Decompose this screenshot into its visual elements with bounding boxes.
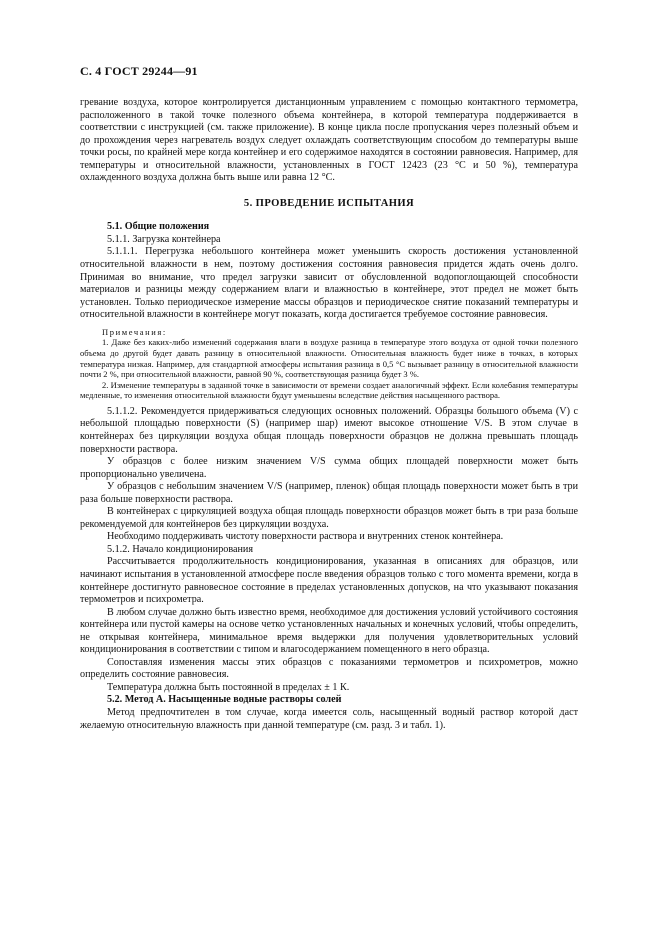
- paragraph-5-1-1-2: 5.1.1.2. Рекомендуется придерживаться следующих основных положений. Образцы большого объема (V) с небольшой площадью поверхности (S) (например шар) имеют высокое отношение V/S. В этом случае в контейнерах без циркуляции воздуха общая площадь поверхности образцов не должна превышать площадь поверхности раствора.: [80, 405, 578, 455]
- notes-title: Примечания:: [102, 326, 167, 337]
- notes-block: [80, 327, 578, 401]
- paragraph-duration: Рассчитывается продолжительность кондиционирования, указанная в описаниях для образцов, или начинают испытания в установленной атмосфере после введения образцов только с того момента времени, когда в контейнере достигнуто равновесное состояние в пределах установленных допусков, на что указывают показания термометров и психрометра.: [80, 556, 578, 606]
- paragraph-anycase: В любом случае должно быть известно время, необходимое для достижения условий устойчивого состояния контейнера или пустой камеры на основе четко установленных начальных и конечных условий, чтобы определить, не открывая контейнера, минимальное время выдержки для получения удовлетворительных условий кондиционирования в соответствии с типом и влагосодержанием помещенного в него образца.: [80, 606, 578, 656]
- subsection-5-2-title: 5.2. Метод А. Насыщенные водные растворы солей: [107, 694, 342, 706]
- note-2: 2. Изменение температуры в заданной точке в зависимости от времени создает аналогичный эффект. Если колебания температуры медленные, то изменения относительной влажности будут уменьшены вследствие действия насыщенного раствора.: [80, 379, 578, 401]
- subsection-5-1-1-title: 5.1.1. Загрузка контейнера: [107, 233, 221, 245]
- subsection-5-1-title: 5.1. Общие положения: [107, 221, 210, 233]
- page-header: С. 4 ГОСТ 29244—91: [80, 64, 198, 78]
- paragraph-compare: Сопоставляя изменения массы этих образцов с показаниями термометров и психрометров, можно определить состояние равновесия.: [80, 656, 578, 681]
- intro-paragraph: гревание воздуха, которое контролируется дистанционным управлением с помощью контактного термометра, расположенного в такой точке полезного объема контейнера, в которой температура поддерживается в соответствии с инструкцией (см. также приложение). В конце цикла после пропускания через полезный объем и до прохождения через нагреватель воздух следует охлаждать соответствующим способом до температуры выше точки росы, по крайней мере когда контейнер и его содержимое находятся в состоянии равновесия. Например, для температуры и относительной влажности, установленных в ГОСТ 12423 (23 °С и 50 %), температура охлажденного воздуха должна быть выше или равна 12 °С.: [80, 97, 578, 184]
- subsection-5-1-2-title: 5.1.2. Начало кондиционирования: [107, 543, 253, 555]
- paragraph-5-1-1-1: 5.1.1.1. Перегрузка небольшого контейнера может уменьшить скорость достижения установленной относительной влажности в нем, поэтому достижения состояния равновесия придется ждать очень долго. Принимая во внимание, что предел загрузки зависит от обусловленной водопоглощающей способности материалов и разницы между содержанием влаги и влажностью в контейнере, этот предел не может быть установлен. Только периодическое измерение массы образцов и периодическое снятие показаний температуры и относительной влажности в контейнере могут показать, когда достигается требуемое состояние равновесия.: [80, 246, 578, 321]
- paragraph-method: Метод предпочтителен в том случае, когда имеется соль, насыщенный водный раствор которой даст желаемую относительную влажность при данной температуре (см. разд. 3 и табл. 1).: [80, 707, 578, 731]
- paragraph-small-vs: У образцов с небольшим значением V/S (например, пленок) общая площадь поверхности может быть в три раза больше поверхности раствора.: [80, 481, 578, 505]
- paragraph-temperature: Температура должна быть постоянной в пределах ± 1 К.: [107, 681, 350, 693]
- paragraph-circulation: В контейнерах с циркуляцией воздуха общая площадь поверхности образцов может быть в три раза больше рекомендуемой для контейнеров без циркуляции воздуха.: [80, 506, 578, 530]
- paragraph-clean: Необходимо поддерживать чистоту поверхности раствора и внутренних стенок контейнера.: [107, 531, 504, 543]
- page-body: [80, 97, 578, 732]
- section-title: 5. ПРОВЕДЕНИЕ ИСПЫТАНИЯ: [243, 197, 415, 209]
- note-1: 1. Даже без каких-либо изменений содержания влаги в воздухе разница в температуре этого воздуха от одной точки полезного объема до другой будет давать разницу в относительной влажности. Относительная влажность будет ниже в точках, в которых температура низкая. Например, для стандартной атмосферы испытания разница в 0,5 °С вызывает разницу в относительной влажности почти 2 %, при относительной влажности, равной 90 %, соответствующая разница будет 3 %.: [80, 337, 578, 380]
- paragraph-low-vs: У образцов с более низким значением V/S сумма общих площадей поверхности может быть пропорционально увеличена.: [80, 456, 578, 480]
